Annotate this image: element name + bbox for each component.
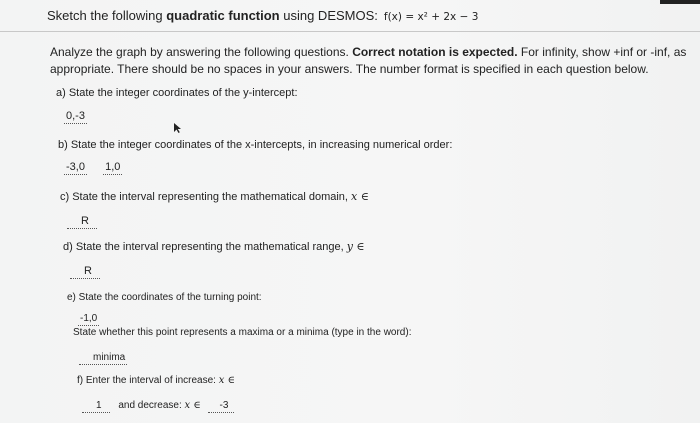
question-title [47,8,478,23]
answer-f-mid: and decrease: [118,400,182,411]
question-c-text: c) State the interval representing the mathematical domain, [60,191,348,203]
mouse-cursor-icon [174,123,182,133]
title-suffix: using DESMOS: [279,8,378,23]
answer-b-field-1[interactable]: -3,0 [66,161,85,173]
question-f-label [77,375,235,386]
question-c-label [60,190,369,203]
answer-d-field[interactable]: R [70,265,100,279]
instructions [50,44,698,78]
answer-e-field[interactable]: -1,0 [80,313,98,324]
question-e-label-2: State whether this point represents a maxima or a minima (type in the word): [73,327,412,338]
question-f-symbol: x ∈ [218,375,235,386]
function-expression: f(x) = x² + 2x − 3 [383,11,479,23]
question-a-label: a) State the integer coordinates of the y-intercept: [56,87,298,99]
instructions-part2: For infinity, show +inf or -inf, as appropriate. There should be no spaces in your answers. The number format is specified in each question below. [50,45,687,76]
title-bold: quadratic function [166,8,280,23]
answer-f-field-2[interactable]: -3 [208,399,235,413]
answer-e2 [79,351,127,365]
answer-e2-field[interactable]: minima [79,351,127,365]
question-f-text: f) Enter the interval of increase: [77,375,216,386]
instructions-bold: Correct notation is expected. [352,45,518,59]
answer-c-field[interactable]: R [67,215,97,229]
answer-b-field-2[interactable]: 1,0 [105,161,121,173]
question-b-label: b) State the integer coordinates of the x-intercepts, in increasing numerical order: [58,139,453,151]
question-c-symbol: x ∈ [351,190,369,203]
title-prefix: Sketch the following [47,8,167,23]
answer-e [78,312,99,326]
instructions-part1: Analyze the graph by answering the following questions. [50,45,353,59]
answer-c [67,215,97,229]
answer-a [64,110,87,124]
answer-f-field-1[interactable]: 1 [82,399,110,413]
header-divider [0,31,700,32]
question-e-label: e) State the coordinates of the turning point: [67,292,262,303]
question-d-symbol: y ∈ [346,240,365,253]
window-corner [660,0,700,4]
answer-f [82,399,234,413]
answer-f-symbol: x ∈ [184,400,201,411]
question-d-text: d) State the interval representing the mathematical range, [63,241,344,253]
answer-d [70,265,100,279]
question-d-label [63,240,365,253]
answer-b [64,161,122,175]
answer-a-field[interactable]: 0,-3 [66,110,85,122]
